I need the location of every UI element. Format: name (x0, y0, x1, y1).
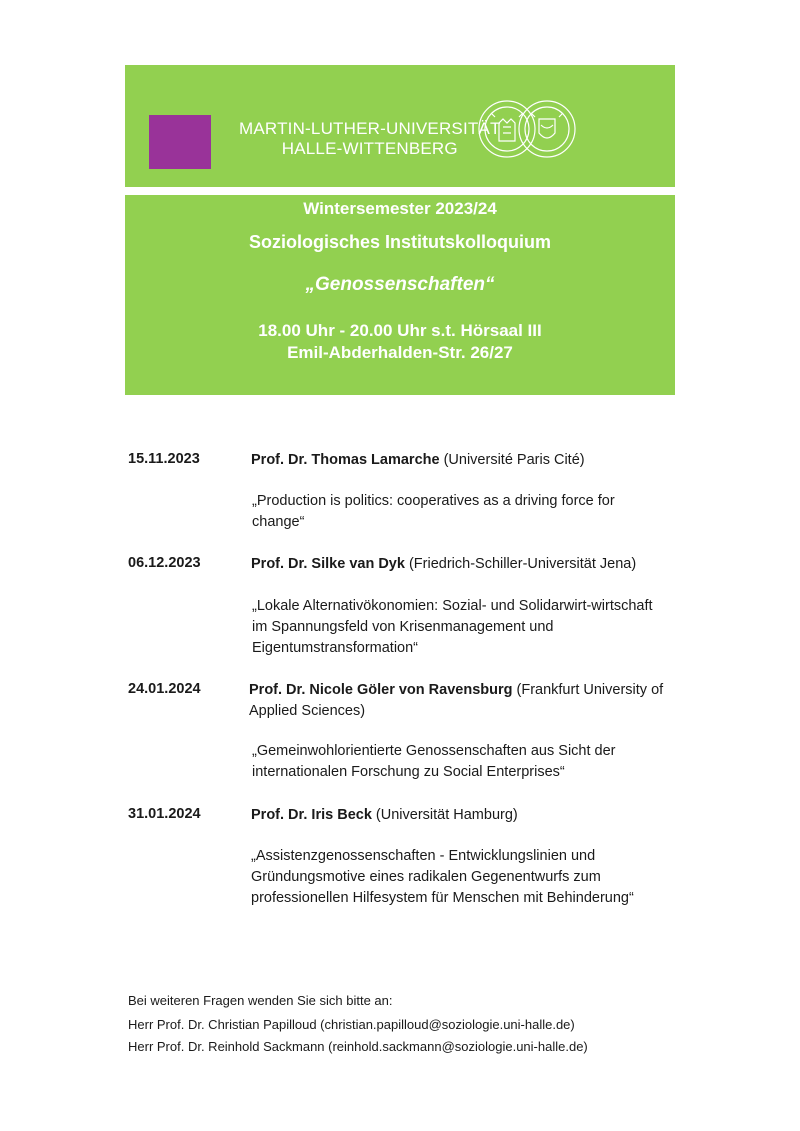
time-place: 18.00 Uhr - 20.00 Uhr s.t. Hörsaal III (258, 321, 542, 340)
talk-speaker (249, 680, 679, 722)
speaker-name: Prof. Dr. Silke van Dyk (251, 556, 405, 572)
speaker-affiliation: (Friedrich-Schiller-Universität Jena) (404, 556, 637, 572)
university-seal-icon (477, 97, 577, 161)
accent-square (149, 115, 211, 169)
university-name (239, 119, 501, 159)
speaker-affiliation: (Universität Hamburg) (371, 807, 518, 823)
speaker-affiliation: (Université Paris Cité) (439, 452, 585, 468)
semester: Wintersemester 2023/24 (303, 199, 497, 218)
talk-speaker (251, 805, 681, 826)
contact-line: Herr Prof. Dr. Christian Papilloud (christian.papilloud@soziologie.uni-halle.de) (128, 1017, 575, 1032)
university-name-line2: HALLE-WITTENBERG (281, 139, 458, 158)
event-banner (125, 195, 675, 395)
speaker-name: Prof. Dr. Thomas Lamarche (251, 452, 440, 468)
talk-date: 15.11.2023 (128, 451, 200, 467)
contact-line: Herr Prof. Dr. Reinhold Sackmann (reinhold.sackmann@soziologie.uni-halle.de) (128, 1039, 588, 1054)
contact-intro: Bei weiteren Fragen wenden Sie sich bitte an: (128, 993, 393, 1008)
talk-speaker (251, 554, 681, 575)
talk-title: „Lokale Alternativökonomien: Sozial- und Solidarwirt-wirtschaft im Spannungsfeld von Krisenmanagement und Eigentumstransformation“ (252, 598, 653, 656)
talk-date: 06.12.2023 (128, 555, 201, 571)
talk-date: 31.01.2024 (128, 806, 201, 822)
talk-date: 24.01.2024 (128, 681, 201, 697)
address: Emil-Abderhalden-Str. 26/27 (287, 343, 513, 362)
talk-title: „Assistenzgenossenschaften - Entwicklungslinien und Gründungsmotive eines radikalen Gegenentwurfs zum professionellen Hilfesystem für Menschen mit Behinderung“ (251, 848, 634, 906)
talk-title: „Production is politics: cooperatives as a driving force for change“ (252, 493, 615, 530)
header-banner (125, 65, 675, 187)
talk-speaker (251, 450, 681, 471)
speaker-name: Prof. Dr. Iris Beck (251, 807, 372, 823)
contact-footer (128, 990, 588, 1058)
university-name-line1: MARTIN-LUTHER-UNIVERSITÄT (239, 119, 501, 138)
talk-title: „Gemeinwohlorientierte Genossenschaften aus Sicht der internationalen Forschung zu Social Enterprises“ (252, 743, 616, 780)
speaker-affiliation: (Frankfurt University of Applied Sciences) (249, 682, 664, 719)
series-title: Soziologisches Institutskolloquium (248, 232, 552, 252)
speaker-name: Prof. Dr. Nicole Göler von Ravensburg (249, 682, 513, 698)
topic-title: „Genossenschaften“ (305, 274, 495, 295)
